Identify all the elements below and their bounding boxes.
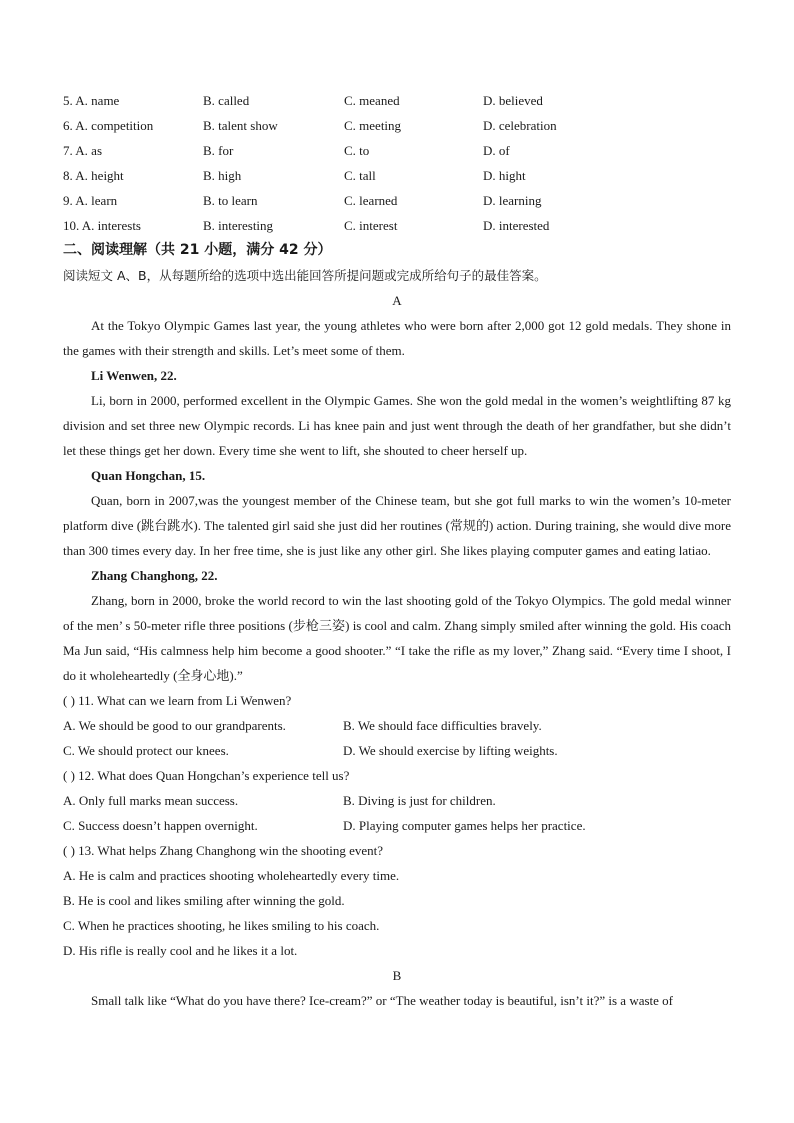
question-11-options [63,713,731,738]
question-11-options [63,738,731,763]
option-row [63,213,731,238]
passage-a-label: A [392,293,402,308]
athlete-name: Zhang Changhong, 22. [91,568,218,583]
question-13-stem: ( ) 13. What helps Zhang Changhong win the shooting event? [63,843,384,858]
question-12-options [63,813,731,838]
athlete-text: Quan, born in 2007,was the youngest member of the Chinese team, but she got full marks to win the women’s 10-meter platform dive (跳台跳水). The talented girl said she just did her routines (常规的) action. During training, she would dive more than 300 times every day. In her free time, she is just like any other girl. She likes playing computer games and eating latiao. [63,493,731,558]
option-row [63,138,731,163]
question-12-stem: ( ) 12. What does Quan Hongchan’s experience tell us? [63,768,350,783]
option-c: C. meeting [344,118,402,133]
option-c: C. We should protect our knees. [63,743,229,758]
option-row [63,163,731,188]
option-d: D. of [483,143,510,158]
option-row [63,88,731,113]
option-b: B. called [203,93,250,108]
athlete-name: Li Wenwen, 22. [91,368,177,383]
instructions: 阅读短文 A、B，从每题所给的选项中选出能回答所提问题或完成所给句子的最佳答案。 [63,268,547,283]
option-b: B. talent show [203,118,278,133]
option-c: C. learned [344,193,398,208]
option-a: 10. A. interests [63,218,141,233]
section-title: 二、阅读理解（共 21 小题，满分 42 分） [63,242,332,258]
question-12-options [63,788,731,813]
option-c: C. meaned [344,93,400,108]
question-11-stem: ( ) 11. What can we learn from Li Wenwen? [63,693,292,708]
option-b: B. We should face difficulties bravely. [343,718,542,733]
option-d: D. Playing computer games helps her practice. [343,818,586,833]
passage-a-intro: At the Tokyo Olympic Games last year, the young athletes who were born after 2,000 got 12 gold medals. They shone in the games with their strength and skills. Let’s meet some of them. [63,318,731,358]
option-b: B. interesting [203,218,274,233]
option-c: C. When he practices shooting, he likes smiling to his coach. [63,918,380,933]
option-a: A. We should be good to our grandparents. [63,718,286,733]
option-b: B. high [203,168,242,183]
cloze-options [63,88,731,238]
option-b: B. for [203,143,234,158]
athlete-text: Zhang, born in 2000, broke the world record to win the last shooting gold of the Tokyo Olympics. The gold medal winner of the men’ s 50-meter rifle three positions (步枪三姿) is cool and calm. Zhang simply smiled after winning the gold. His coach Ma Jun said, “His calmness help him become a good shooter.” “I take the rifle as my lover,” Zhang said. “Every time I shoot, I do it wholeheartedly (全身心地).” [63,593,731,683]
option-b: B. Diving is just for children. [343,793,496,808]
option-b: B. He is cool and likes smiling after winning the gold. [63,893,345,908]
option-a: 6. A. competition [63,118,154,133]
option-d: D. learning [483,193,542,208]
option-row [63,113,731,138]
option-b: B. to learn [203,193,258,208]
option-c: C. interest [344,218,398,233]
athlete-name: Quan Hongchan, 15. [91,468,206,483]
option-c: C. tall [344,168,376,183]
option-d: D. We should exercise by lifting weights. [343,743,558,758]
option-c: C. Success doesn’t happen overnight. [63,818,258,833]
exam-page [63,88,731,1013]
option-d: D. hight [483,168,526,183]
option-d: D. believed [483,93,543,108]
option-d: D. celebration [483,118,557,133]
option-c: C. to [344,143,370,158]
option-a: 9. A. learn [63,193,118,208]
passage-b-label: B [392,968,402,983]
option-a: A. He is calm and practices shooting wholeheartedly every time. [63,868,400,883]
option-a: 7. A. as [63,143,102,158]
option-d: D. His rifle is really cool and he likes it a lot. [63,943,298,958]
option-a: 5. A. name [63,93,120,108]
option-row [63,188,731,213]
option-d: D. interested [483,218,550,233]
athlete-text: Li, born in 2000, performed excellent in the Olympic Games. She won the gold medal in the women’s weightlifting 87 kg division and set three new Olympic records. Li has knee pain and just went through the death of her grandfather, but she didn’t let these things get her down. Every time she went to lift, she shouted to cheer herself up. [63,393,731,458]
option-a: 8. A. height [63,168,124,183]
passage-b-text: Small talk like “What do you have there? Ice-cream?” or “The weather today is beautiful, isn’t it?” is a waste of [91,993,673,1008]
option-a: A. Only full marks mean success. [63,793,239,808]
